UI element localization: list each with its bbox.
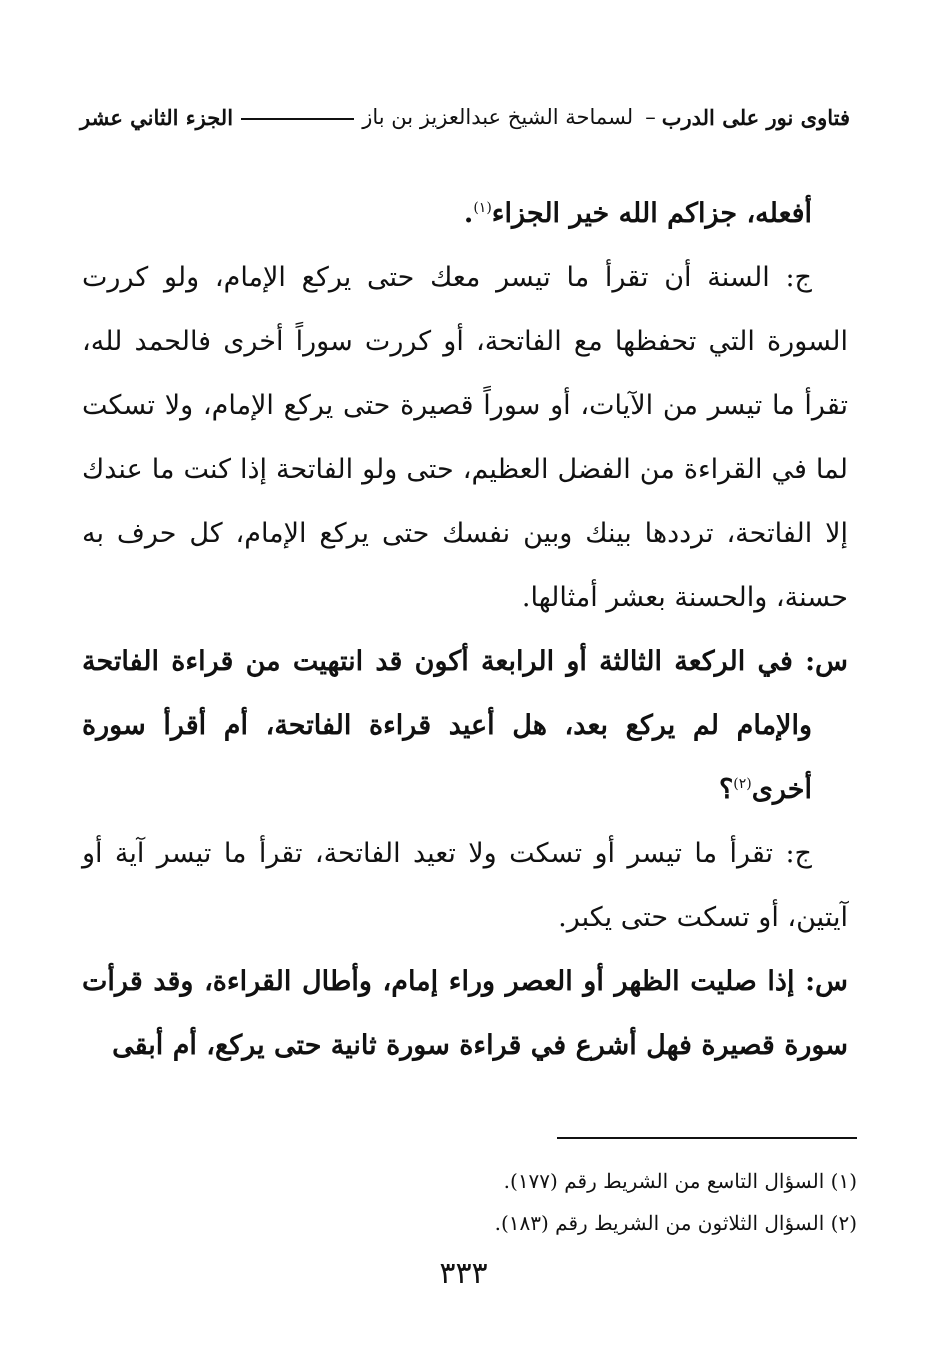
answer-paragraph — [82, 822, 848, 950]
footnote-separator — [557, 1137, 857, 1139]
page-number: ٣٣٣ — [439, 1256, 488, 1291]
paragraph-text: ج: السنة أن تقرأ ما تيسر معك حتى يركع الإمام، ولو كررت السورة التي تحفظها مع الفاتحة، أو كررت سوراً أخرى فالحمد لله، تقرأ ما تيسر من الآيات، أو سوراً قصيرة حتى يركع الإمام، ولا تسكت لما في القراءة من الفضل العظيم، حتى ولو الفاتحة إذا كنت ما عندك إلا الفاتحة، ترددها بينك وبين نفسك حتى يركع الإمام، كل حرف به حسنة، والحسنة بعشر أمثالها. — [82, 262, 848, 613]
header-rule — [241, 118, 354, 120]
paragraph-tail: ؟ — [718, 774, 734, 805]
body-text — [82, 182, 848, 1078]
paragraph-text: أفعله، جزاكم الله خير الجزاء — [491, 198, 812, 229]
question-paragraph — [82, 950, 848, 1078]
paragraph-text: س: إذا صليت الظهر أو العصر وراء إمام، وأطال القراءة، وقد قرأت سورة قصيرة فهل أشرع في قراءة سورة ثانية حتى يركع، أم أبقى — [82, 966, 848, 1061]
header-separator: – — [645, 105, 656, 129]
answer-paragraph — [82, 246, 848, 630]
footnote-item: (٢) السؤال الثلاثون من الشريط رقم (١٨٣). — [494, 1211, 857, 1235]
book-title: فتاوى نور على الدرب — [661, 104, 850, 130]
question-paragraph — [82, 630, 848, 822]
running-header — [80, 100, 850, 134]
question-continuation — [82, 182, 848, 246]
footnote-ref: (٢) — [733, 776, 752, 792]
author-line: لسماحة الشيخ عبدالعزيز بن باز — [362, 105, 634, 129]
paragraph-tail: . — [463, 198, 474, 229]
footnote-ref: (١) — [473, 200, 492, 216]
paragraph-text: س: في الركعة الثالثة أو الرابعة أكون قد انتهيت من قراءة الفاتحة والإمام لم يركع بعد، هل أعيد قراءة الفاتحة، أم أقرأ سورة أخرى — [82, 646, 848, 805]
footnote-item: (١) السؤال التاسع من الشريط رقم (١٧٧). — [503, 1169, 857, 1193]
paragraph-text: ج: تقرأ ما تيسر أو تسكت ولا تعيد الفاتحة، تقرأ ما تيسر آية أو آيتين، أو تسكت حتى يكبر. — [82, 838, 848, 933]
volume-label: الجزء الثاني عشر — [80, 104, 234, 130]
footnotes — [300, 1160, 857, 1244]
